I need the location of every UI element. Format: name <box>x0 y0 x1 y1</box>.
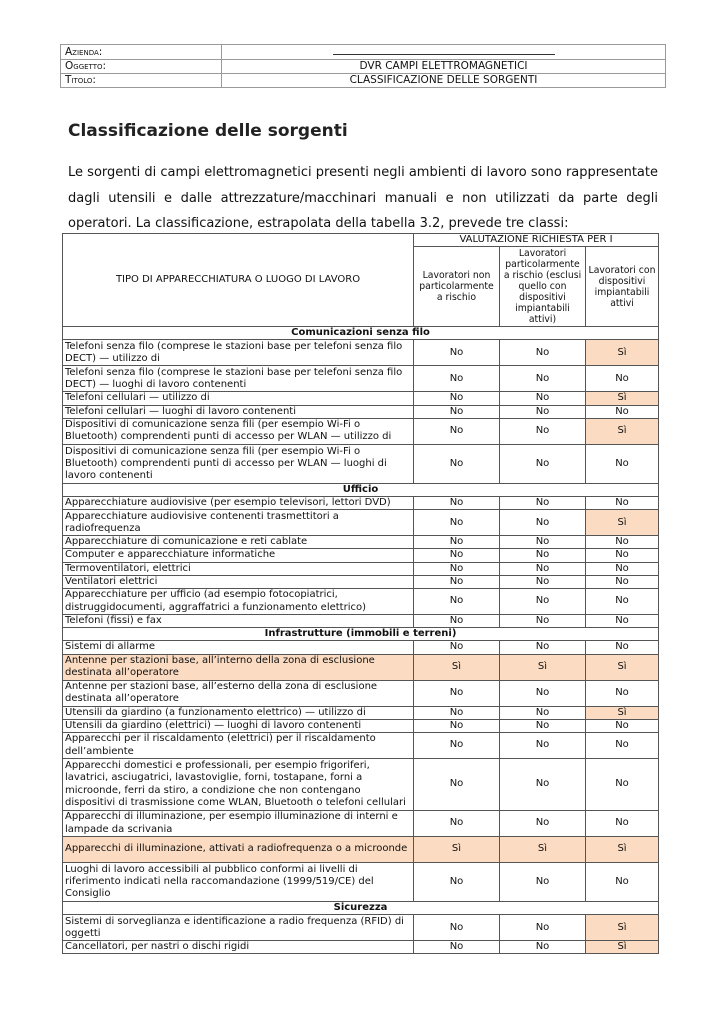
row-description: Apparecchi di illuminazione, per esempio illuminazione di interni e lampade da scrivania <box>63 811 414 837</box>
row-value-1: No <box>414 392 500 405</box>
row-value-2: No <box>500 405 586 418</box>
table-row <box>63 733 659 759</box>
row-value-2: No <box>500 392 586 405</box>
row-value-3: No <box>586 733 659 759</box>
row-value-2: No <box>500 915 586 941</box>
table-row <box>63 759 659 811</box>
table-row <box>63 340 659 366</box>
row-description: Antenne per stazioni base, all’esterno della zona di esclusione destinata all’operatore <box>63 680 414 706</box>
row-description: Telefoni senza filo (comprese le stazioni base per telefoni senza filo DECT) — luoghi di lavoro contenenti <box>63 366 414 392</box>
row-description: Apparecchiature audiovisive contenenti trasmettitori a radiofrequenza <box>63 510 414 536</box>
row-value-2: No <box>500 497 586 510</box>
row-value-3: Sì <box>586 837 659 863</box>
column-header-group: VALUTAZIONE RICHIESTA PER I <box>414 234 659 247</box>
azienda-label: Azienda: <box>61 45 222 60</box>
row-description: Utensili da giardino (a funzionamento elettrico) — utilizzo di <box>63 706 414 719</box>
row-value-1: No <box>414 549 500 562</box>
row-value-3: No <box>586 811 659 837</box>
section-row <box>63 628 659 641</box>
page-title: Classificazione delle sorgenti <box>68 121 348 141</box>
row-description: Telefoni (fissi) e fax <box>63 615 414 628</box>
row-value-1: No <box>414 941 500 954</box>
row-description: Luoghi di lavoro accessibili al pubblico conformi ai livelli di riferimento indicati nella raccomandazione (1999/519/CE) del Consiglio <box>63 863 414 902</box>
row-value-2: No <box>500 418 586 444</box>
row-description: Utensili da giardino (elettrici) — luoghi di lavoro contenenti <box>63 719 414 732</box>
row-value-3: No <box>586 575 659 588</box>
table-row <box>63 444 659 483</box>
row-value-2: No <box>500 641 586 654</box>
table-row <box>63 562 659 575</box>
row-value-1: No <box>414 444 500 483</box>
column-header-type: TIPO DI APPARECCHIATURA O LUOGO DI LAVORO <box>63 234 414 327</box>
row-value-3: No <box>586 536 659 549</box>
row-description: Telefoni cellulari — luoghi di lavoro contenenti <box>63 405 414 418</box>
row-value-2: No <box>500 811 586 837</box>
table-row <box>63 510 659 536</box>
row-value-3: Sì <box>586 706 659 719</box>
column-header-non-risk: Lavoratori non particolarmente a rischio <box>414 247 500 327</box>
row-value-1: No <box>414 536 500 549</box>
row-description: Apparecchi domestici e professionali, per esempio frigoriferi, lavatrici, asciugatrici, lavastoviglie, forni, tostapane, forni a microonde, ferri da stiro, a condizione che non contengano dispositivi di trasmissione come WLAN, Bluetooth o telefoni cellulari <box>63 759 414 811</box>
row-value-2: No <box>500 575 586 588</box>
row-value-3: No <box>586 863 659 902</box>
table-row <box>63 405 659 418</box>
row-value-1: No <box>414 497 500 510</box>
row-value-1: Sì <box>414 654 500 680</box>
section-title: Ufficio <box>63 483 659 496</box>
table-row <box>63 536 659 549</box>
row-value-2: No <box>500 536 586 549</box>
row-value-3: Sì <box>586 418 659 444</box>
section-row <box>63 327 659 340</box>
azienda-value <box>222 45 666 60</box>
row-description: Dispositivi di comunicazione senza fili (per esempio Wi-Fi o Bluetooth) comprendenti punti di accesso per WLAN — luoghi di lavoro contenenti <box>63 444 414 483</box>
row-value-1: No <box>414 719 500 732</box>
row-value-2: No <box>500 719 586 732</box>
row-value-1: No <box>414 340 500 366</box>
row-description: Termoventilatori, elettrici <box>63 562 414 575</box>
table-row <box>63 706 659 719</box>
row-description: Apparecchi di illuminazione, attivati a radiofrequenza o a microonde <box>63 837 414 863</box>
row-value-2: No <box>500 733 586 759</box>
table-row <box>63 654 659 680</box>
table-row <box>63 915 659 941</box>
row-value-3: Sì <box>586 392 659 405</box>
row-description: Sistemi di allarme <box>63 641 414 654</box>
row-value-3: No <box>586 759 659 811</box>
row-value-3: No <box>586 497 659 510</box>
row-description: Cancellatori, per nastri o dischi rigidi <box>63 941 414 954</box>
azienda-blank-line <box>333 45 555 55</box>
column-header-implant: Lavoratori con dispositivi impiantabili attivi <box>586 247 659 327</box>
section-title: Infrastrutture (immobili e terreni) <box>63 628 659 641</box>
row-value-3: No <box>586 405 659 418</box>
row-value-3: No <box>586 562 659 575</box>
row-description: Ventilatori elettrici <box>63 575 414 588</box>
section-title: Sicurezza <box>63 902 659 915</box>
row-description: Computer e apparecchiature informatiche <box>63 549 414 562</box>
oggetto-label: Oggetto: <box>61 60 222 74</box>
row-description: Antenne per stazioni base, all’interno della zona di esclusione destinata all’operatore <box>63 654 414 680</box>
row-value-3: No <box>586 444 659 483</box>
titolo-label: Titolo: <box>61 74 222 88</box>
row-value-1: No <box>414 680 500 706</box>
row-value-2: No <box>500 706 586 719</box>
row-description: Telefoni senza filo (comprese le stazioni base per telefoni senza filo DECT) — utilizzo di <box>63 340 414 366</box>
row-description: Telefoni cellulari — utilizzo di <box>63 392 414 405</box>
row-value-3: No <box>586 641 659 654</box>
row-value-1: No <box>414 863 500 902</box>
table-row <box>63 680 659 706</box>
table-row <box>63 575 659 588</box>
row-value-3: Sì <box>586 340 659 366</box>
table-row <box>63 811 659 837</box>
table-body <box>63 327 659 954</box>
row-value-1: No <box>414 575 500 588</box>
classification-table <box>62 233 659 954</box>
row-description: Apparecchi per il riscaldamento (elettrici) per il riscaldamento dell’ambiente <box>63 733 414 759</box>
row-value-2: No <box>500 340 586 366</box>
row-value-2: No <box>500 444 586 483</box>
row-value-3: Sì <box>586 510 659 536</box>
row-value-2: No <box>500 863 586 902</box>
row-value-1: No <box>414 418 500 444</box>
row-value-2: No <box>500 562 586 575</box>
section-row <box>63 902 659 915</box>
table-row <box>63 549 659 562</box>
row-value-3: No <box>586 680 659 706</box>
row-value-1: Sì <box>414 837 500 863</box>
intro-paragraph: Le sorgenti di campi elettromagnetici presenti negli ambienti di lavoro sono rappresentate dagli utensili e dalle attrezzature/macchinari manuali e non utilizzati da parte degli operatori. La classificazione, estrapolata della tabella 3.2, prevede tre classi: <box>68 165 658 231</box>
row-value-2: No <box>500 759 586 811</box>
row-value-2: Sì <box>500 654 586 680</box>
table-row <box>63 497 659 510</box>
row-value-3: No <box>586 615 659 628</box>
row-value-2: No <box>500 589 586 615</box>
document-header <box>60 44 666 88</box>
row-value-2: No <box>500 615 586 628</box>
row-value-3: No <box>586 589 659 615</box>
table-row <box>63 589 659 615</box>
row-value-1: No <box>414 366 500 392</box>
row-value-3: Sì <box>586 915 659 941</box>
table-row <box>63 641 659 654</box>
row-value-1: No <box>414 562 500 575</box>
row-value-1: No <box>414 733 500 759</box>
row-value-1: No <box>414 811 500 837</box>
row-value-1: No <box>414 615 500 628</box>
table-row <box>63 615 659 628</box>
row-value-1: No <box>414 706 500 719</box>
row-value-1: No <box>414 405 500 418</box>
table-row <box>63 837 659 863</box>
table-row <box>63 863 659 902</box>
row-value-2: Sì <box>500 837 586 863</box>
section-title: Comunicazioni senza filo <box>63 327 659 340</box>
row-value-1: No <box>414 510 500 536</box>
row-description: Apparecchiature di comunicazione e reti cablate <box>63 536 414 549</box>
row-value-3: Sì <box>586 941 659 954</box>
row-value-2: No <box>500 680 586 706</box>
row-value-1: No <box>414 759 500 811</box>
table-row <box>63 366 659 392</box>
row-value-2: No <box>500 941 586 954</box>
column-header-risk: Lavoratori particolarmente a rischio (esclusi quello con dispositivi impiantabili attivi) <box>500 247 586 327</box>
row-description: Apparecchiature audiovisive (per esempio televisori, lettori DVD) <box>63 497 414 510</box>
row-value-2: No <box>500 510 586 536</box>
row-value-2: No <box>500 549 586 562</box>
table-row <box>63 941 659 954</box>
oggetto-value: DVR CAMPI ELETTROMAGNETICI <box>222 60 666 74</box>
row-value-1: No <box>414 589 500 615</box>
titolo-value: CLASSIFICAZIONE DELLE SORGENTI <box>222 74 666 88</box>
row-value-1: No <box>414 641 500 654</box>
section-row <box>63 483 659 496</box>
row-value-1: No <box>414 915 500 941</box>
row-value-3: No <box>586 366 659 392</box>
row-description: Sistemi di sorveglianza e identificazione a radio frequenza (RFID) di oggetti <box>63 915 414 941</box>
table-row <box>63 418 659 444</box>
row-value-3: Sì <box>586 654 659 680</box>
table-row <box>63 719 659 732</box>
row-description: Dispositivi di comunicazione senza fili (per esempio Wi-Fi o Bluetooth) comprendenti punti di accesso per WLAN — utilizzo di <box>63 418 414 444</box>
row-description: Apparecchiature per ufficio (ad esempio fotocopiatrici, distruggidocumenti, aggraffatrici a funzionamento elettrico) <box>63 589 414 615</box>
table-row <box>63 392 659 405</box>
row-value-3: No <box>586 549 659 562</box>
row-value-3: No <box>586 719 659 732</box>
row-value-2: No <box>500 366 586 392</box>
